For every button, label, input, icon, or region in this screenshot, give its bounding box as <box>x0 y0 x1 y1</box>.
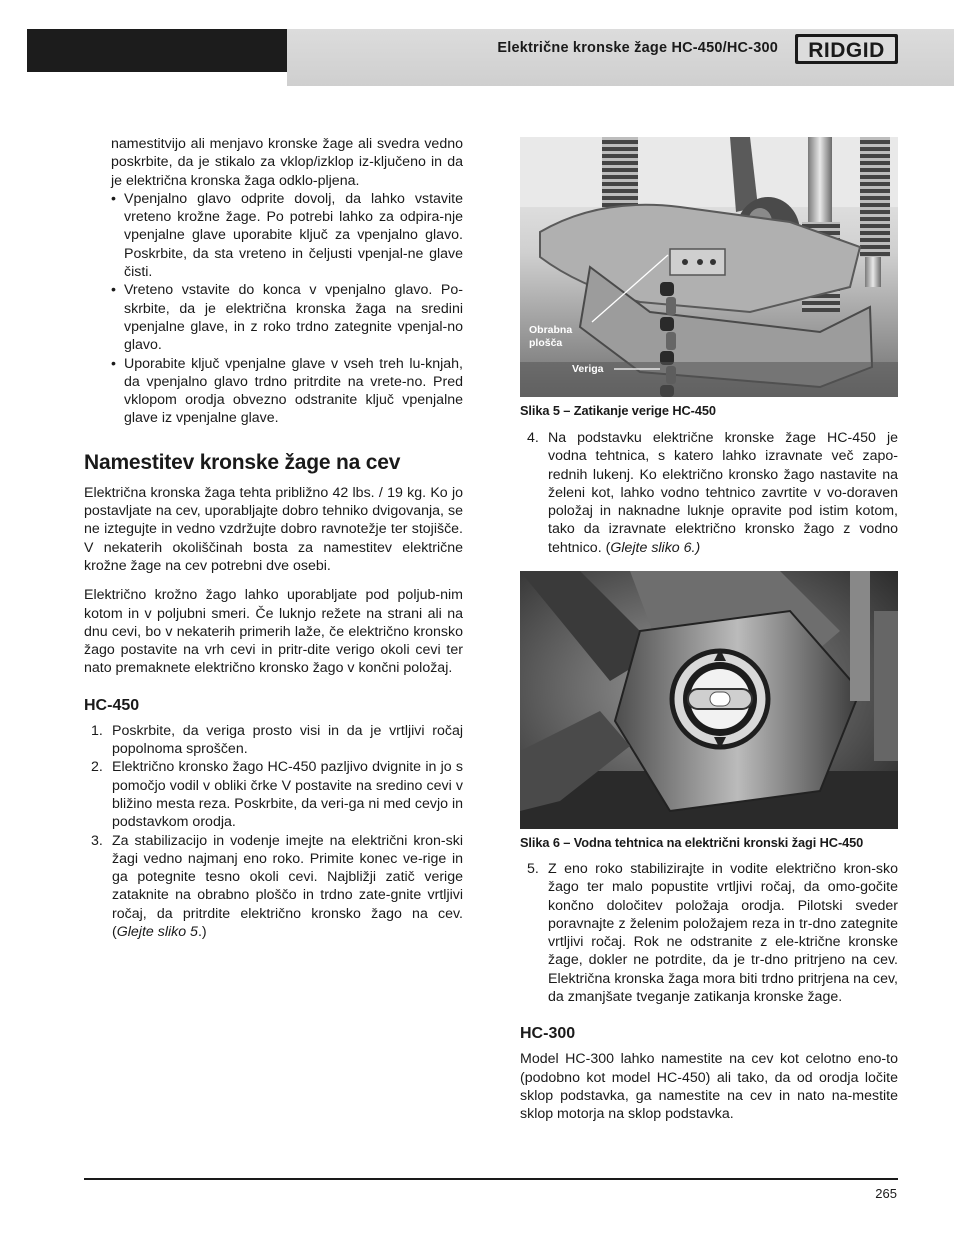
subsection-title: HC-450 <box>84 696 140 714</box>
bullet-item: • Vpenjalno glavo odprite dovolj, da lahko vstavite vreteno krožne žage. Po potrebi lahko za odpira-nje vpenjalne glave uporabite ključ za vpenjalno glavo. Poskrbite, da sta vreteno in čeljusti vpenjal-ne glave čisti. <box>84 190 463 281</box>
subsection-title: HC-300 <box>520 1025 576 1043</box>
left-column <box>84 135 463 941</box>
footer-rule <box>84 1178 898 1180</box>
step-number: 4. <box>527 430 539 446</box>
step-text-end: .) <box>197 923 207 940</box>
figure-6-photo <box>520 571 898 829</box>
page-number: 265 <box>875 1186 897 1201</box>
step-text: Na podstavku električne kronske žage HC-450 je vodna tehtnica, s katero lahko izravnate več zapo-rednih lukenj. Ko električno kronsko žago nastavite na želeni kot, lahko vodno tehtnico zavrtite v vo-doraven položaj in naknadne luknje opravite pod istim kotom, tako da izravnate električno kronsko žago z vodno tehtnico. ( <box>548 430 898 556</box>
step-text: Z eno roko stabilizirajte in vodite električno kron-sko žago ter malo popustite vrtljivi ročaj, da omo-gočite končno določitev položaja orodja. Pilotski sveder poravnajte z želenim položajem reza in tr-dno zategnite vrtljivi ročaj. Rok ne odstranite z ele-ktrične kronske žage, dokler ne potrdite, da je tr-dno pritrjeno na cev. Električna kronska žaga mora biti trdno pritrjena na cev, da zmanjšate tveganje zatikanja kronske žage. <box>548 861 898 1006</box>
body-paragraph: Model HC-300 lahko namestite na cev kot celotno eno-to (podobno kot model HC-450) ali tako, da od orodja ločite sklop podstavka, ga namestite na cev in nato na-mestite sklop motorja na sklop podstavka. <box>520 1051 898 1123</box>
figure-reference: Glejte sliko 5 <box>116 923 198 940</box>
label-wear-plate-2: plošča <box>529 337 563 349</box>
step-text: Električno kronsko žago HC-450 pazljivo dvignite in jo s pomočjo vodil v obliki črke V postavite na sredino cevi v bližino mesta reza. Poskrbite, da veri-ga ni med cevjo in podstavkom orodja. <box>112 759 463 831</box>
bullet-item: • Uporabite ključ vpenjalne glave v vseh treh lu-knjah, da vpenjalno glavo trdno pritrdite na vrete-no. Pred vklopom orodja obvezno odstranite ključ vpenjalne glave iz vpenjalne glave. <box>84 355 463 428</box>
label-wear-plate: Obrabna <box>529 324 573 336</box>
header-title: Električne kronske žage HC-450/HC-300 <box>497 40 778 56</box>
header-black-bar <box>27 29 287 72</box>
step-number: 3. <box>91 832 103 849</box>
numbered-step <box>520 429 898 557</box>
numbered-step <box>520 860 898 1006</box>
numbered-step <box>84 722 463 759</box>
step-4-block <box>520 429 898 557</box>
label-chain: Veriga <box>572 363 604 375</box>
ridgid-logo <box>795 34 898 64</box>
logo-text: RIDGID <box>808 39 885 62</box>
step-text: Poskrbite, da veriga prosto visi in da je vrtljivi ročaj popolnoma sproščen. <box>112 722 463 758</box>
step-number: 1. <box>91 722 103 739</box>
numbered-step <box>84 758 463 831</box>
step-number: 2. <box>91 759 103 776</box>
figure-6-caption: Slika 6 – Vodna tehtnica na električni kronski žagi HC-450 <box>520 835 864 850</box>
step-number: 5. <box>527 861 539 877</box>
numbered-step <box>84 832 463 942</box>
bullet-item: • Vreteno vstavite do konca v vpenjalno glavo. Po-skrbite, da je električna kronska žaga na sredini vpenjalne glave, in z roko trdno zategnite vpenjal-no glavo. <box>84 281 463 354</box>
step-text: Za stabilizacijo in vodenje imejte na električni kron-ski žagi vedno najmanj eno roko. Primite konec ve-rige in ga potegnite tesno okoli cevi. Najbližji zatič verige zataknite na obrabno ploščo in trdno zate-gnite vrtljivi ročaj, da pritrdite električno kronsko žago na cev. ( <box>112 832 463 940</box>
figure-reference: Glejte sliko 6.) <box>610 539 701 556</box>
body-paragraph: Električna kronska žaga tehta približno 42 lbs. / 19 kg. Ko jo postavljate na cev, uporabljajte dobro tehniko dvigovanja, se ne iztegujte in vedno vzdržujte dobro ravnotežje ter stojišče. V nekaterih okoliščinah bosta za namestitev električne krožne žage na cev potrebni dve osebi. <box>84 484 463 574</box>
section-title: Namestitev kronske žage na cev <box>84 450 401 474</box>
body-paragraph: Električno krožno žago lahko uporabljate pod poljub-nim kotom in v poljubni smeri. Če luknjo režete na strani ali na dnu cevi, bo v nekaterih primerih laže, če električno kronsko žago postavite na vrh cevi in pritr-dite verigo okoli cevi ter nato premaknete električno kronsko žago v končni položaj. <box>84 587 463 677</box>
figure-5-photo <box>520 137 898 397</box>
figure-5-caption: Slika 5 – Zatikanje verige HC-450 <box>520 403 716 418</box>
intro-paragraph: namestitvijo ali menjavo kronske žage ali svedra vedno poskrbite, da je stikalo za vklop/izklop iz-ključeno in da je električna kronska žaga odklo-pljena. <box>111 136 463 189</box>
right-lower-block <box>520 860 898 1124</box>
